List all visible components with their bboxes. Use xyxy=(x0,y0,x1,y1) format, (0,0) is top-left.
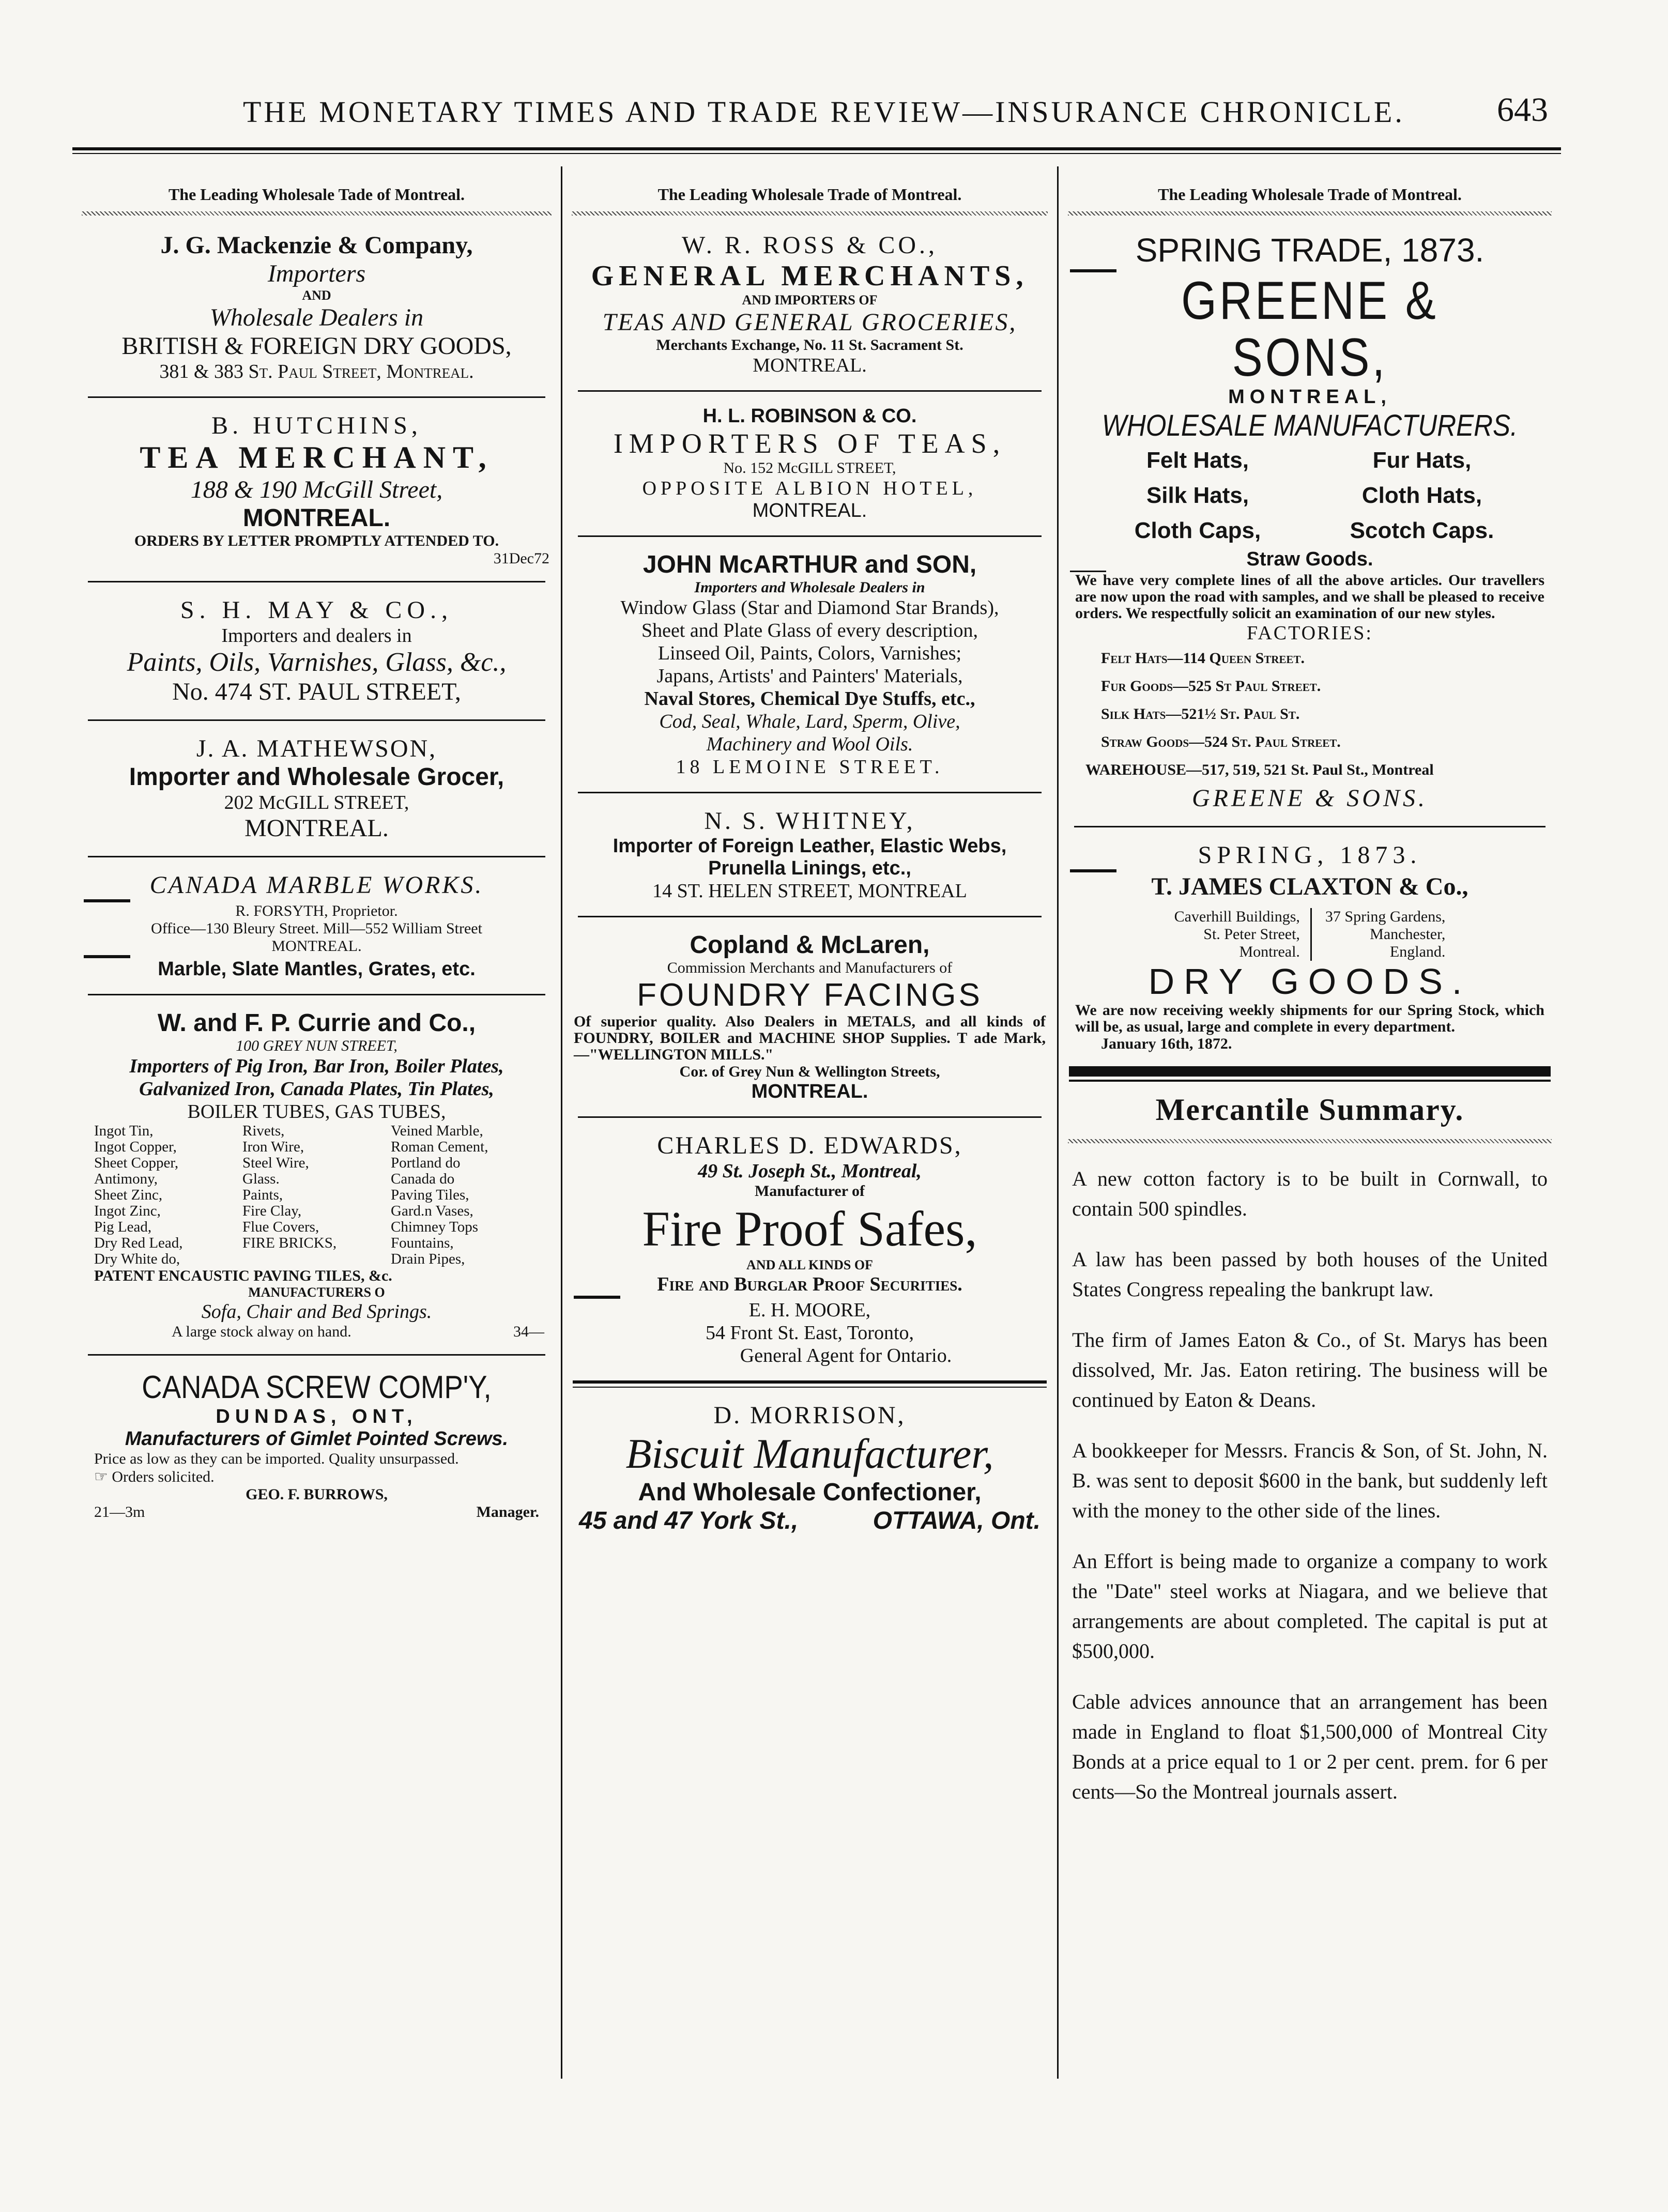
ad-line: BOILER TUBES, GAS TUBES, xyxy=(187,1101,446,1123)
wavy-rule xyxy=(82,211,552,216)
ad-address: 381 & 383 St. Paul Street, Montreal. xyxy=(159,361,474,382)
ad-line: OPPOSITE ALBION HOTEL, xyxy=(642,478,977,499)
product-item: Paints, xyxy=(242,1187,283,1203)
mercantile-summary xyxy=(1059,1092,1561,1807)
separator xyxy=(578,535,1042,537)
ad-claxton xyxy=(1059,841,1561,1053)
ad-city: MONTREAL. xyxy=(753,355,867,376)
factory-line: Silk Hats—521½ St. Paul St. xyxy=(1101,705,1300,723)
ad-date-code: 31Dec72 xyxy=(493,550,549,567)
separator xyxy=(88,1354,545,1356)
ad-line: BRITISH & FOREIGN DRY GOODS, xyxy=(121,332,512,360)
firm-name: W. R. ROSS & CO., xyxy=(682,232,938,259)
ad-line: Biscuit Manufacturer, xyxy=(625,1430,994,1477)
ad-may xyxy=(72,596,561,706)
product-item: Cloth Hats, xyxy=(1361,483,1482,508)
product-item: Fur Hats, xyxy=(1372,448,1472,473)
ad-line: Linseed Oil, Paints, Colors, Varnishes; xyxy=(657,642,962,664)
product-item: Silk Hats, xyxy=(1146,483,1249,508)
factory-list xyxy=(1070,644,1550,784)
separator-heavy xyxy=(573,1380,1047,1384)
ad-line: Price as low as they can be imported. Quality unsurpassed. xyxy=(94,1450,459,1467)
page-number: 643 xyxy=(1497,91,1548,129)
product-item: Steel Wire, xyxy=(242,1155,309,1171)
column-heading: The Leading Wholesale Trade of Montreal. xyxy=(657,185,962,204)
publication-title: THE MONETARY TIMES AND TRADE REVIEW—INSURANCE CHRONICLE. xyxy=(243,95,1405,129)
product-item: Felt Hats, xyxy=(1146,448,1249,473)
ad-line: Importers and Wholesale Dealers in xyxy=(694,579,925,596)
ad-city: MONTREAL, xyxy=(1228,386,1391,408)
ad-robinson xyxy=(562,405,1057,522)
ad-line: Wholesale Dealers in xyxy=(209,304,424,331)
firm-name: Copland & McLaren, xyxy=(690,931,930,959)
ad-line: IMPORTERS OF TEAS, xyxy=(613,428,1006,459)
ad-line: R. FORSYTH, Proprietor. xyxy=(235,902,398,919)
ad-address: 45 and 47 York St., xyxy=(579,1507,799,1534)
ad-footer xyxy=(84,1323,549,1341)
product-item: FIRE BRICKS, xyxy=(242,1235,337,1251)
ad-line: Straw Goods. xyxy=(1246,548,1373,570)
address-line: Caverhill Buildings, xyxy=(1174,908,1300,925)
product-item: Paving Tiles, xyxy=(391,1187,469,1203)
ad-city: DUNDAS, ONT, xyxy=(216,1406,418,1427)
firm-name: J. A. MATHEWSON, xyxy=(196,735,437,762)
news-item: A law has been passed by both houses of the United States Congress repealing the bankrupt law. xyxy=(1072,1248,1548,1301)
ad-line: Sheet and Plate Glass of every description, xyxy=(641,620,978,641)
ad-address: No. 152 McGILL STREET, xyxy=(723,459,896,477)
product-item: Rivets, xyxy=(242,1123,285,1139)
product-list xyxy=(84,1123,549,1267)
ad-headline: SPRING TRADE, 1873. xyxy=(1135,232,1485,269)
ad-line: WHOLESALE MANUFACTURERS. xyxy=(1101,409,1518,442)
ad-line: FOUNDRY FACINGS xyxy=(637,977,983,1013)
column-1 xyxy=(72,165,561,2088)
address-england xyxy=(1325,908,1445,961)
ad-line: Japans, Artists' and Painters' Materials, xyxy=(656,665,963,687)
firm-name: S. H. MAY & CO., xyxy=(180,596,453,624)
ad-address: 100 GREY NUN STREET, xyxy=(236,1037,397,1054)
product-item: Glass. xyxy=(242,1171,280,1187)
ad-line: AND xyxy=(302,288,331,303)
ad-line: Manufacturer of xyxy=(754,1182,865,1200)
address-line: St. Peter Street, xyxy=(1203,926,1300,943)
product-list-column xyxy=(242,1123,391,1267)
ad-signature: GREENE & SONS. xyxy=(1192,785,1428,812)
ad-address: 14 ST. HELEN STREET, MONTREAL xyxy=(652,880,967,902)
address-block xyxy=(1070,908,1550,961)
separator-heavy xyxy=(1069,1066,1551,1077)
product-item: Flue Covers, xyxy=(242,1219,319,1235)
product-list-column xyxy=(391,1123,539,1267)
column-2 xyxy=(562,165,1057,2088)
separator xyxy=(578,792,1042,793)
ad-headline: SPRING, 1873. xyxy=(1198,841,1422,869)
ad-hutchins xyxy=(72,411,561,567)
product-item: Drain Pipes, xyxy=(391,1251,465,1267)
product-item: Sheet Copper, xyxy=(94,1155,179,1171)
firm-name: N. S. WHITNEY, xyxy=(704,807,915,835)
product-list xyxy=(1070,443,1550,548)
wavy-rule xyxy=(572,211,1048,216)
separator xyxy=(1074,826,1545,827)
ad-footer xyxy=(84,1503,549,1521)
agent-address: 54 Front St. East, Toronto, xyxy=(705,1322,914,1344)
product-item: Fountains, xyxy=(391,1235,454,1251)
ad-line: Sofa, Chair and Bed Springs. xyxy=(201,1301,432,1323)
column-heading: The Leading Wholesale Tade of Montreal. xyxy=(168,185,465,204)
firm-name: H. L. ROBINSON & CO. xyxy=(702,405,917,427)
ad-line: Galvanized Iron, Canada Plates, Tin Plates, xyxy=(139,1078,494,1100)
ad-canada-screw xyxy=(72,1369,561,1521)
product-item: Dry White do, xyxy=(94,1251,180,1267)
ad-mathewson xyxy=(72,734,561,842)
header-rule xyxy=(72,147,1561,154)
factory-line: Straw Goods—524 St. Paul Street. xyxy=(1101,733,1341,750)
separator xyxy=(88,719,545,721)
news-item: Cable advices announce that an arrangement has been made in England to float $1,500,000 of Montreal City Bonds at a price equal to 1 or 2 per cent. prem. for 6 per cents—So the Montreal journals assert. xyxy=(1072,1690,1548,1803)
wavy-rule xyxy=(1068,1139,1552,1143)
ad-morrison xyxy=(562,1401,1057,1535)
ad-city: OTTAWA, Ont. xyxy=(873,1507,1040,1534)
ad-line: Importer of Foreign Leather, Elastic Webs, xyxy=(613,835,1007,857)
ad-line: TEA MERCHANT, xyxy=(140,440,494,474)
ad-line: Cod, Seal, Whale, Lard, Sperm, Olive, xyxy=(659,711,960,732)
firm-name: JOHN McARTHUR and SON, xyxy=(642,551,977,578)
product-item: Dry Red Lead, xyxy=(94,1235,183,1251)
address-line: Manchester, xyxy=(1370,926,1446,943)
ad-line: ☞ Orders solicited. xyxy=(94,1468,215,1485)
firm-name: CHARLES D. EDWARDS, xyxy=(657,1132,962,1159)
ad-greene xyxy=(1059,231,1561,812)
product-item: Ingot Tin, xyxy=(94,1123,154,1139)
page-header xyxy=(72,90,1561,137)
product-list-column xyxy=(94,1123,242,1267)
product-item: Roman Cement, xyxy=(391,1139,488,1155)
ad-address: 188 & 190 McGill Street, xyxy=(190,476,443,503)
column-3 xyxy=(1059,165,1561,2088)
firm-name: D. MORRISON, xyxy=(713,1402,906,1429)
ad-line: Marble, Slate Mantles, Grates, etc. xyxy=(158,958,476,980)
ad-line: A large stock alway on hand. xyxy=(172,1323,351,1340)
ad-city: MONTREAL. xyxy=(244,815,389,842)
separator xyxy=(578,916,1042,917)
firm-name: GREENE & SONS, xyxy=(1181,271,1439,388)
product-item: Pig Lead, xyxy=(94,1219,152,1235)
ad-code: 34— xyxy=(513,1323,544,1340)
product-item: Scotch Caps. xyxy=(1350,518,1494,543)
ad-line: Importer and Wholesale Grocer, xyxy=(129,763,504,791)
separator xyxy=(578,1116,1042,1118)
ad-line: MANUFACTURERS O xyxy=(248,1285,385,1300)
product-item: Ingot Copper, xyxy=(94,1139,177,1155)
ad-line: GENERAL MERCHANTS, xyxy=(591,260,1029,292)
address-line: Montreal. xyxy=(1239,943,1300,960)
ad-description: We are now receiving weekly shipments for our Spring Stock, which will be, as usual, large and complete in every department. xyxy=(1075,1002,1544,1035)
ad-line: GEO. F. BURROWS, xyxy=(246,1486,388,1503)
ad-edwards xyxy=(562,1131,1057,1367)
ad-address: 18 LEMOINE STREET. xyxy=(676,756,944,778)
ad-line: And Wholesale Confectioner, xyxy=(638,1479,982,1506)
product-item: Ingot Zinc, xyxy=(94,1203,161,1219)
product-item: Fire Clay, xyxy=(242,1203,302,1219)
agent-name: E. H. MOORE, xyxy=(748,1299,871,1321)
ad-city: MONTREAL. xyxy=(242,504,391,532)
ad-address: 49 St. Joseph St., Montreal, xyxy=(698,1160,922,1182)
address-line: England. xyxy=(1389,943,1446,960)
firm-name: J. G. Mackenzie & Company, xyxy=(160,232,473,259)
news-item: A new cotton factory is to be built in Cornwall, to contain 500 spindles. xyxy=(1072,1167,1548,1220)
column-heading: The Leading Wholesale Trade of Montreal. xyxy=(1158,185,1462,204)
separator-thin xyxy=(1069,1080,1551,1082)
factory-line: Fur Goods—525 St Paul Street. xyxy=(1101,678,1321,695)
product-item: Veined Marble, xyxy=(391,1123,483,1139)
ad-line: Window Glass (Star and Diamond Star Brands), xyxy=(620,597,999,619)
ad-line: Prunella Linings, etc., xyxy=(708,857,911,879)
ad-line: Commission Merchants and Manufacturers of xyxy=(667,959,953,976)
ad-line: Paints, Oils, Varnishes, Glass, &c., xyxy=(127,648,507,677)
ad-line: Naval Stores, Chemical Dye Stuffs, etc., xyxy=(644,688,975,710)
separator xyxy=(88,581,545,582)
ad-line: Importers xyxy=(267,260,366,287)
ad-line: Importers of Pig Iron, Bar Iron, Boiler Plates, xyxy=(129,1055,504,1077)
firm-name: CANADA SCREW COMP'Y, xyxy=(142,1370,492,1405)
ad-address: Merchants Exchange, No. 11 St. Sacrament St. xyxy=(656,336,963,354)
product-item: Portland do xyxy=(391,1155,461,1171)
news-item: A bookkeeper for Messrs. Francis & Son, of St. John, N. B. was sent to deposit $600 in the bank, but suddenly left with the money to the other side of the lines. xyxy=(1072,1439,1548,1522)
ad-line: DRY GOODS. xyxy=(1148,961,1472,1002)
ad-line: General Agent for Ontario. xyxy=(740,1345,952,1366)
ad-footer xyxy=(574,1507,1046,1535)
factory-line: Felt Hats—114 Queen Street. xyxy=(1101,650,1305,667)
ad-line: Machinery and Wool Oils. xyxy=(706,733,913,755)
ad-address: Cor. of Grey Nun & Wellington Streets, xyxy=(679,1063,940,1080)
product-item xyxy=(242,1251,391,1267)
ad-address: No. 474 ST. PAUL STREET, xyxy=(172,678,461,705)
product-item: Iron Wire, xyxy=(242,1139,304,1155)
separator xyxy=(88,396,545,398)
ad-line: PATENT ENCAUSTIC PAVING TILES, &c. xyxy=(94,1267,392,1284)
ad-address: Office—130 Bleury Street. Mill—552 William Street xyxy=(151,920,482,937)
ad-line: Manufacturers of Gimlet Pointed Screws. xyxy=(125,1428,509,1450)
ad-copland xyxy=(562,931,1057,1103)
news-item: The firm of James Eaton & Co., of St. Marys has been dissolved, Mr. Jas. Eaton retiring. The business will be continued by Eaton & Deans. xyxy=(1072,1328,1548,1411)
warehouse-line: WAREHOUSE—517, 519, 521 St. Paul St., Montreal xyxy=(1085,761,1434,778)
ad-mcarthur xyxy=(562,550,1057,778)
ad-city: MONTREAL. xyxy=(751,1081,868,1102)
ad-ross xyxy=(562,231,1057,377)
address-montreal xyxy=(1174,908,1312,961)
separator xyxy=(88,994,545,995)
product-item: Gard.n Vases, xyxy=(391,1203,473,1219)
ad-line: AND ALL KINDS OF xyxy=(746,1257,873,1272)
ad-city: MONTREAL. xyxy=(752,500,867,521)
wavy-rule xyxy=(1068,211,1552,216)
product-item: Chimney Tops xyxy=(391,1219,479,1235)
product-item: Canada do xyxy=(391,1171,455,1187)
factories-heading: FACTORIES: xyxy=(1247,622,1373,644)
ad-description: We have very complete lines of all the above articles. Our travellers are now upon the road with samples, and we shall be pleased to receive orders. We respectfully solicit an examination of our new styles. xyxy=(1075,572,1544,622)
ad-address: 202 McGILL STREET, xyxy=(224,792,409,813)
ad-line: Importers and dealers in xyxy=(221,625,412,647)
ad-description: Of superior quality. Also Dealers in METALS, and all kinds of FOUNDRY, BOILER and MACHINE SHOP Supplies. T ade Mark,—"WELLINGTON MILLS." xyxy=(574,1013,1046,1063)
separator-thin xyxy=(573,1387,1047,1388)
ad-line: TEAS AND GENERAL GROCERIES, xyxy=(602,309,1017,336)
section-title: Mercantile Summary. xyxy=(1155,1093,1464,1127)
product-item: Sheet Zinc, xyxy=(94,1187,163,1203)
ad-city: MONTREAL. xyxy=(271,938,362,955)
ad-line: Fire and Burglar Proof Securities. xyxy=(657,1273,962,1295)
ad-code: 21—3m xyxy=(94,1503,145,1520)
address-line: 37 Spring Gardens, xyxy=(1325,908,1446,925)
separator xyxy=(88,856,545,857)
ad-line: Fire Proof Safes, xyxy=(642,1201,977,1256)
ad-line: Manager. xyxy=(476,1503,539,1520)
ad-date: January 16th, 1872. xyxy=(1101,1035,1232,1052)
firm-name: T. JAMES CLAXTON & Co., xyxy=(1151,873,1468,900)
separator xyxy=(578,390,1042,392)
firm-name: B. HUTCHINS, xyxy=(211,412,422,439)
product-item: Cloth Caps, xyxy=(1134,518,1261,543)
ad-whitney xyxy=(562,807,1057,902)
firm-name: CANADA MARBLE WORKS. xyxy=(149,871,484,899)
firm-name: W. and F. P. Currie and Co., xyxy=(157,1009,476,1037)
product-item: Antimony, xyxy=(94,1171,158,1187)
ad-line: ORDERS BY LETTER PROMPTLY ATTENDED TO. xyxy=(134,532,499,549)
ad-line: AND IMPORTERS OF xyxy=(742,293,878,308)
news-item: An Effort is being made to organize a company to work the "Date" steel works at Niagara, and we believe that arrangements are about completed. The capital is put at $500,000. xyxy=(1072,1549,1548,1663)
ad-marble-works xyxy=(72,871,561,980)
ad-mackenzie xyxy=(72,231,561,383)
ad-currie xyxy=(72,1009,561,1341)
